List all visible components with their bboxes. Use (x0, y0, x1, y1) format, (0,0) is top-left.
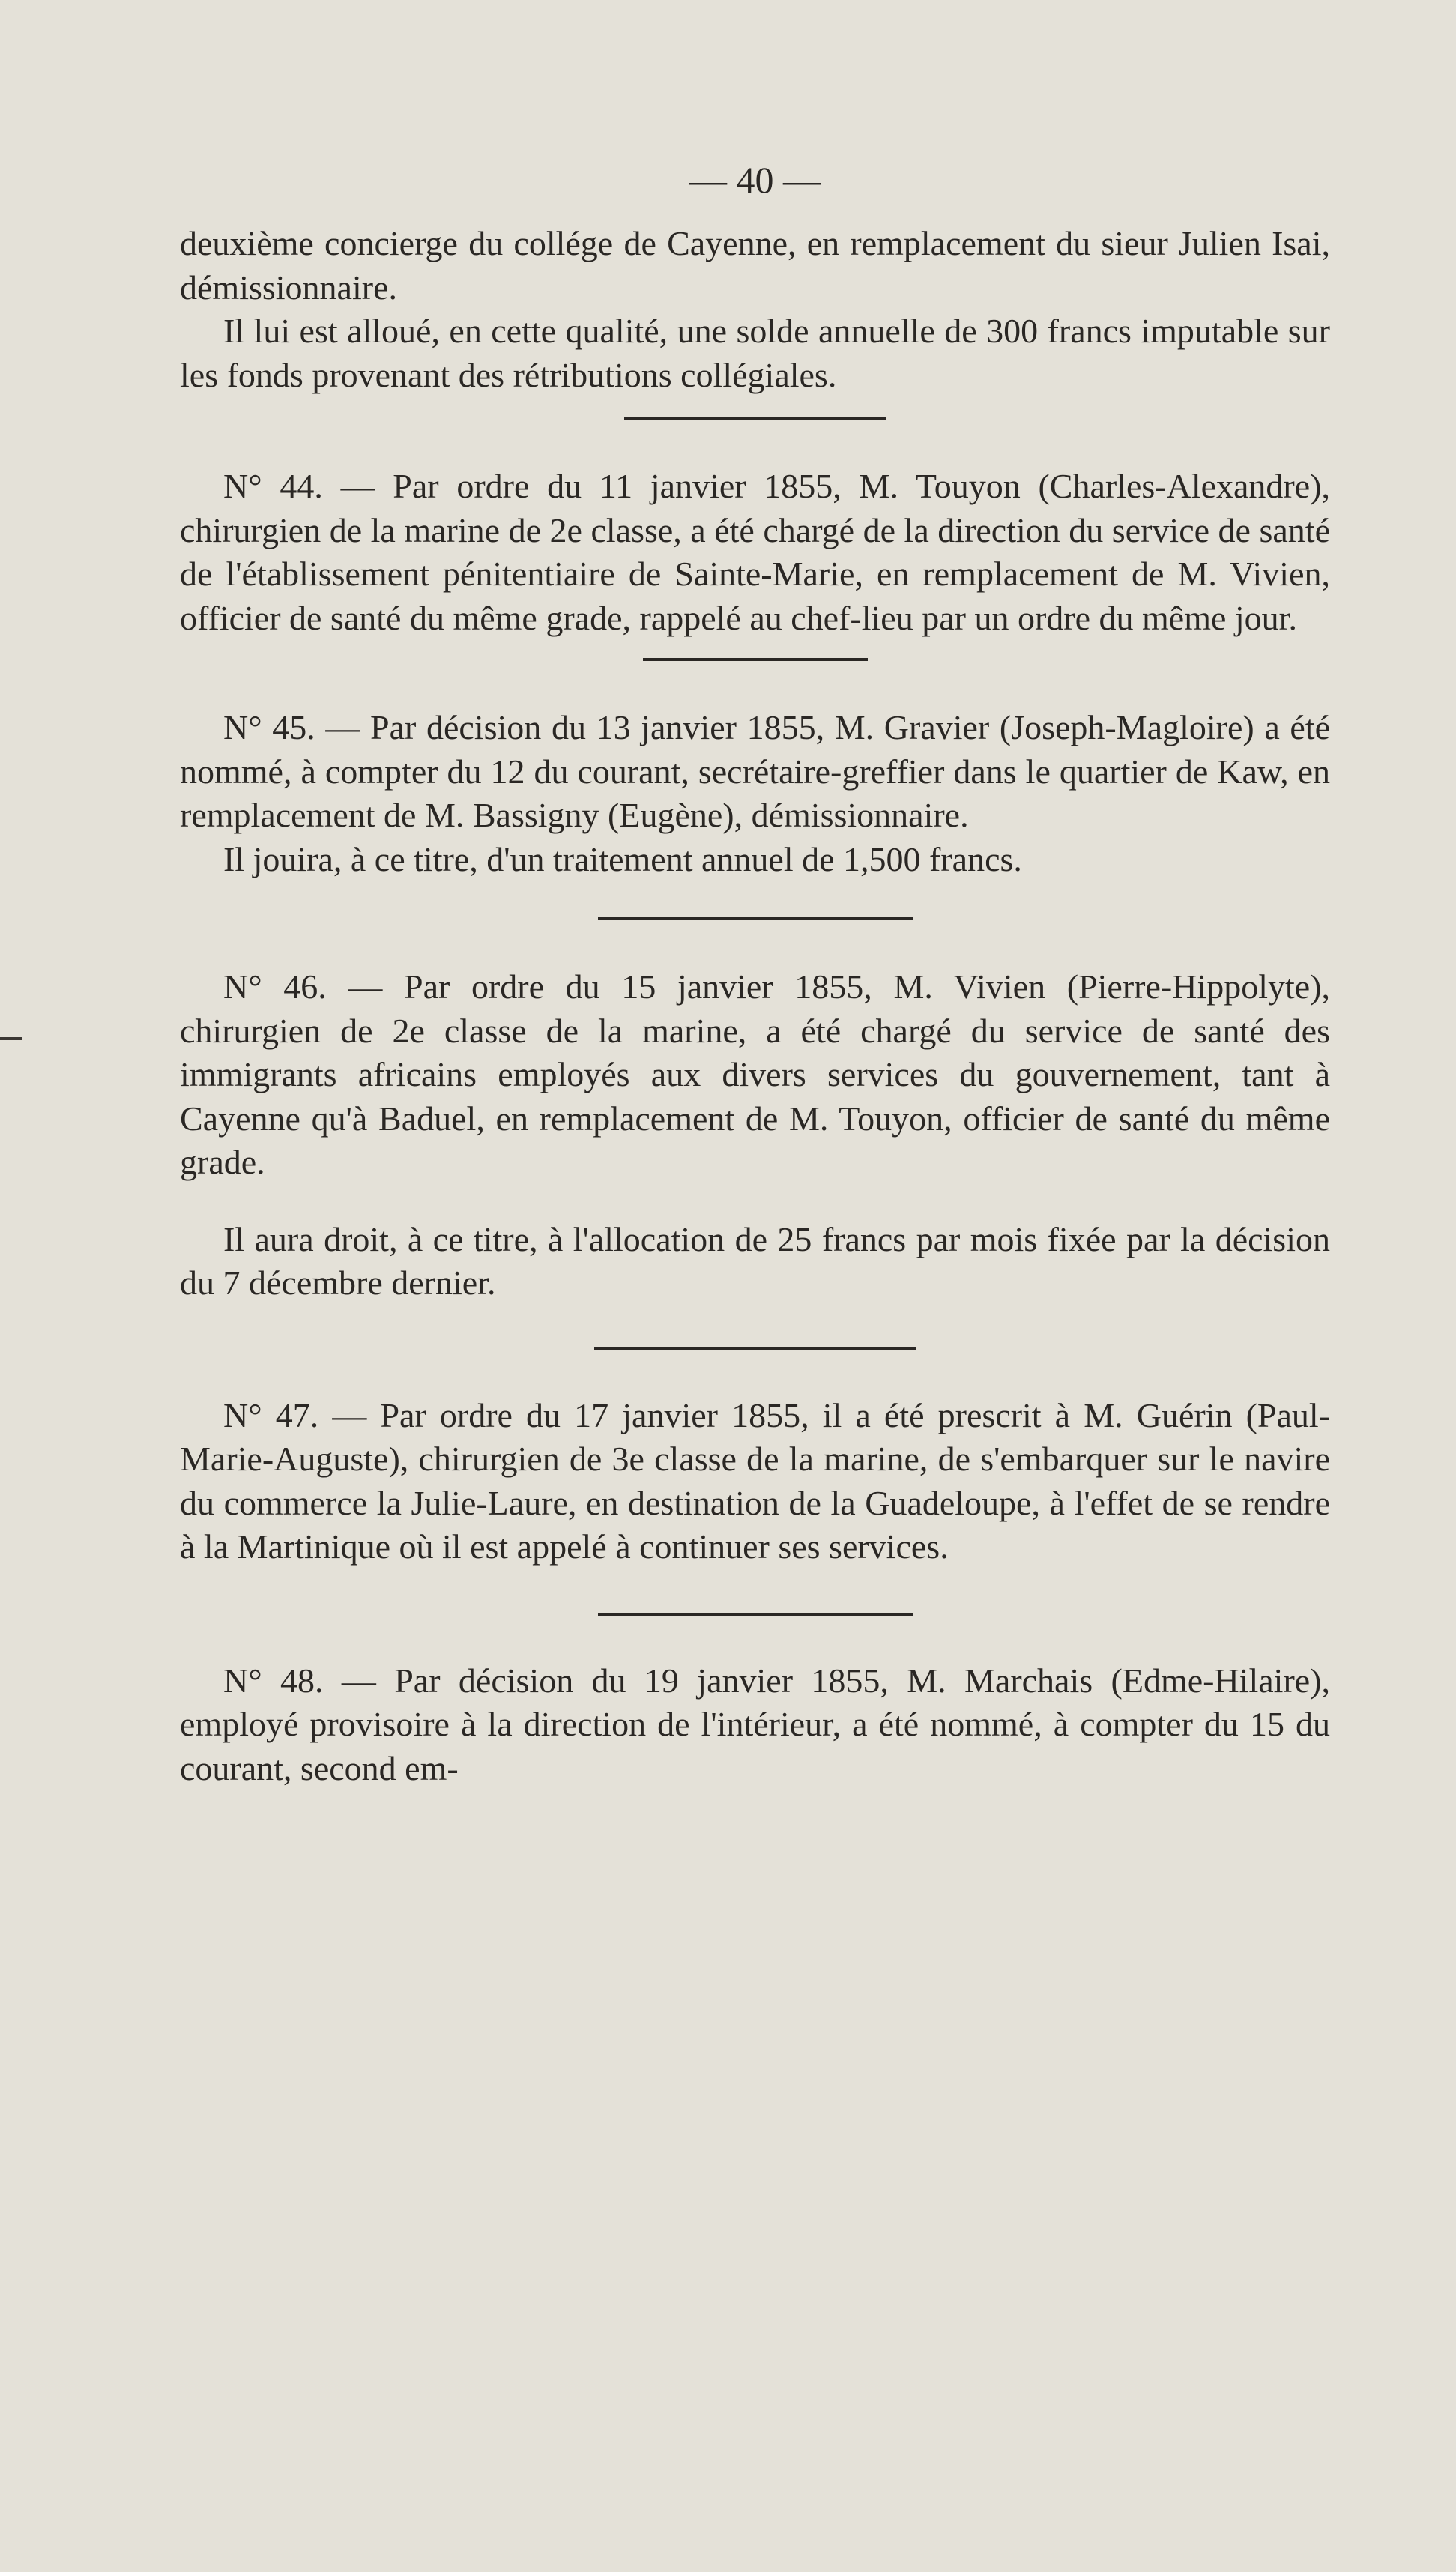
order-46-allowance: Il aura droit, à ce titre, à l'allocation de 25 francs par mois fixée par la décision du 7 décembre dernier. (180, 1219, 1330, 1302)
paragraph-gap (180, 1185, 1330, 1218)
margin-mark (0, 1037, 22, 1040)
section-divider (624, 417, 886, 420)
section-divider (643, 658, 868, 661)
section-divider (594, 1347, 916, 1350)
paragraph-1: deuxième concierge du collége de Cayenne, en remplacement du sieur Julien Isai, démissionnaire. (180, 224, 1330, 307)
page-number: — 40 — (689, 159, 821, 201)
text-column (180, 142, 1330, 1790)
order-44: N° 44. — Par ordre du 11 janvier 1855, M. Touyon (Charles-Alexandre), chirurgien de la marine de 2e classe, a été chargé de la direction du service de santé de l'établissement pénitentiaire de Sainte-Marie, en remplacement de M. Vivien, officier de santé du même grade, rappelé au chef-lieu par un ordre du même jour. (180, 467, 1330, 637)
order-45-salary: Il jouira, à ce titre, d'un traitement annuel de 1,500 francs. (223, 839, 1022, 878)
order-45: N° 45. — Par décision du 13 janvier 1855, M. Gravier (Joseph-Magloire) a été nommé, à compter du 12 du courant, secrétaire-greffier dans le quartier de Kaw, en remplacement de M. Bassigny (Eugène), démissionnaire. (180, 708, 1330, 834)
order-46: N° 46. — Par ordre du 15 janvier 1855, M. Vivien (Pierre-Hippolyte), chirurgien de 2e classe de la marine, a été chargé du service de santé des immigrants africains employés aux divers services du gouvernement, tant à Cayenne qu'à Baduel, en remplacement de M. Touyon, officier de santé du même grade. (180, 967, 1330, 1181)
order-47: N° 47. — Par ordre du 17 janvier 1855, il a été prescrit à M. Guérin (Paul-Marie-Auguste), chirurgien de 3e classe de la marine, de s'embarquer sur le navire du commerce la Julie-Laure, en destination de la Guadeloupe, à l'effet de se rendre à la Martinique où il est appelé à continuer ses services. (180, 1395, 1330, 1566)
order-48: N° 48. — Par décision du 19 janvier 1855, M. Marchais (Edme-Hilaire), employé provisoire à la direction de l'intérieur, a été nommé, à compter du 15 du courant, second em- (180, 1661, 1330, 1787)
section-divider (598, 1613, 913, 1616)
paragraph-2: Il lui est alloué, en cette qualité, une solde annuelle de 300 francs imputable sur les fonds provenant des rétributions collégiales. (180, 312, 1330, 394)
section-divider (598, 917, 913, 920)
